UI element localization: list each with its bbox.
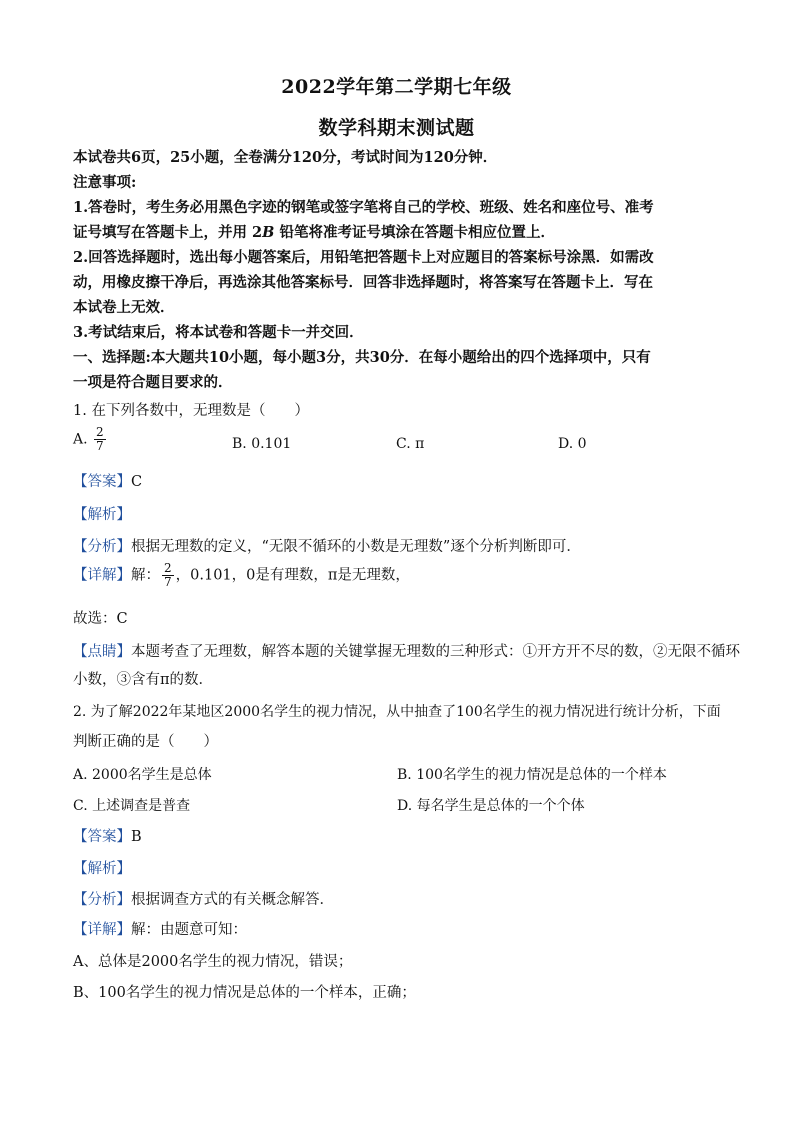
xiangjie-text: 解：由题意可知：	[131, 922, 247, 938]
option-d: D. 0	[558, 436, 587, 452]
fraction	[162, 562, 174, 589]
fenxi-text: 根据调查方式的有关概念解答．	[131, 892, 334, 908]
instruction-line: 1.答卷时，考生务必用黑色字迹的钢笔或签字笔将自己的学校、班级、姓名和座位号、准考	[73, 199, 654, 216]
fenxi-tag: 【分析】	[73, 539, 131, 555]
fraction-numerator: 2	[164, 561, 172, 575]
exam-subtitle: 数学科期末测试题	[318, 117, 475, 139]
option-a	[73, 426, 108, 453]
instruction-line: 动，用橡皮擦干净后，再选涂其他答案标号．回答非选择题时，将答案写在答题卡上．写在	[73, 274, 653, 291]
option-d: D. 每名学生是总体的一个个体	[397, 798, 585, 814]
instruction-line	[73, 221, 723, 242]
xiangjie-text: ，0.101，0是有理数，π是无理数，	[175, 567, 410, 584]
instruction-line: 2.回答选择题时，选出每小题答案后，用铅笔把答题卡上对应题目的答案标号涂黑．如需改	[73, 249, 654, 266]
instruction-text: 铅笔将准考证号填涂在答题卡相应位置上．	[274, 224, 555, 241]
option-c: C. 上述调查是普查	[73, 798, 191, 814]
comment-line	[73, 640, 740, 661]
instruction-text: B	[262, 224, 275, 241]
fraction-denominator: 7	[164, 575, 172, 589]
dianjing-tag: 【点睛】	[73, 644, 131, 660]
xiangjie-tag: 【详解】	[73, 567, 131, 584]
fraction-numerator: 2	[96, 425, 104, 439]
option-a: A. 2000名学生是总体	[73, 767, 212, 783]
instruction-text: 证号填写在答题卡上，并用 2	[73, 224, 263, 241]
fenxi-tag: 【分析】	[73, 892, 131, 908]
fraction	[94, 426, 106, 453]
xiangjie-text: 解：	[131, 567, 160, 584]
instruction-line: 本试卷上无效．	[73, 299, 175, 316]
section-heading: 一项是符合题目要求的．	[73, 374, 233, 391]
option-label: A.	[73, 431, 88, 448]
analysis-line	[73, 888, 723, 909]
fraction-denominator: 7	[96, 439, 104, 453]
question-stem: 1. 在下列各数中，无理数是（ ）	[73, 403, 309, 419]
instruction-line: 本试卷共6页，25小题，全卷满分120分，考试时间为120分钟．	[73, 149, 498, 166]
fenxi-text: 根据无理数的定义，“无限不循环的小数是无理数”逐个分析判断即可．	[131, 539, 581, 555]
section-heading: 一、选择题:本大题共10小题，每小题3分，共30分．在每小题给出的四个选择项中，只有	[73, 349, 651, 366]
analysis-line	[73, 535, 723, 556]
comment-line: 小数，③含有π的数．	[73, 672, 214, 688]
answer-value: C	[131, 474, 143, 490]
analysis-tag: 【解析】	[73, 507, 131, 523]
option-b: B. 100名学生的视力情况是总体的一个样本	[397, 767, 667, 783]
option-c: C. π	[396, 436, 425, 452]
exam-title: 2022学年第二学期七年级	[281, 76, 512, 98]
answer-line	[73, 825, 723, 846]
detail-line	[73, 562, 723, 589]
analysis-tag: 【解析】	[73, 861, 131, 877]
detail-line: B、100名学生的视力情况是总体的一个样本，正确；	[73, 985, 416, 1001]
dianjing-text: 本题考查了无理数，解答本题的关键掌握无理数的三种形式：①开方开不尽的数，②无限不循环	[131, 644, 740, 660]
detail-line	[73, 918, 723, 939]
detail-line: A、总体是2000名学生的视力情况，错误；	[73, 954, 353, 970]
question-stem: 2. 为了解2022年某地区2000名学生的视力情况，从中抽查了100名学生的视力情况进行统计分析，下面	[73, 704, 721, 720]
answer-tag: 【答案】	[73, 474, 131, 490]
answer-tag: 【答案】	[73, 829, 131, 845]
choice-line: 故选：C	[73, 611, 128, 627]
answer-line	[73, 470, 723, 491]
answer-value: B	[131, 829, 142, 845]
option-b: B. 0.101	[232, 436, 292, 452]
instruction-line: 3.考试结束后，将本试卷和答题卡一并交回．	[73, 324, 364, 341]
xiangjie-tag: 【详解】	[73, 922, 131, 938]
question-stem: 判断正确的是（ ）	[73, 734, 218, 750]
instruction-heading: 注意事项:	[73, 174, 137, 191]
